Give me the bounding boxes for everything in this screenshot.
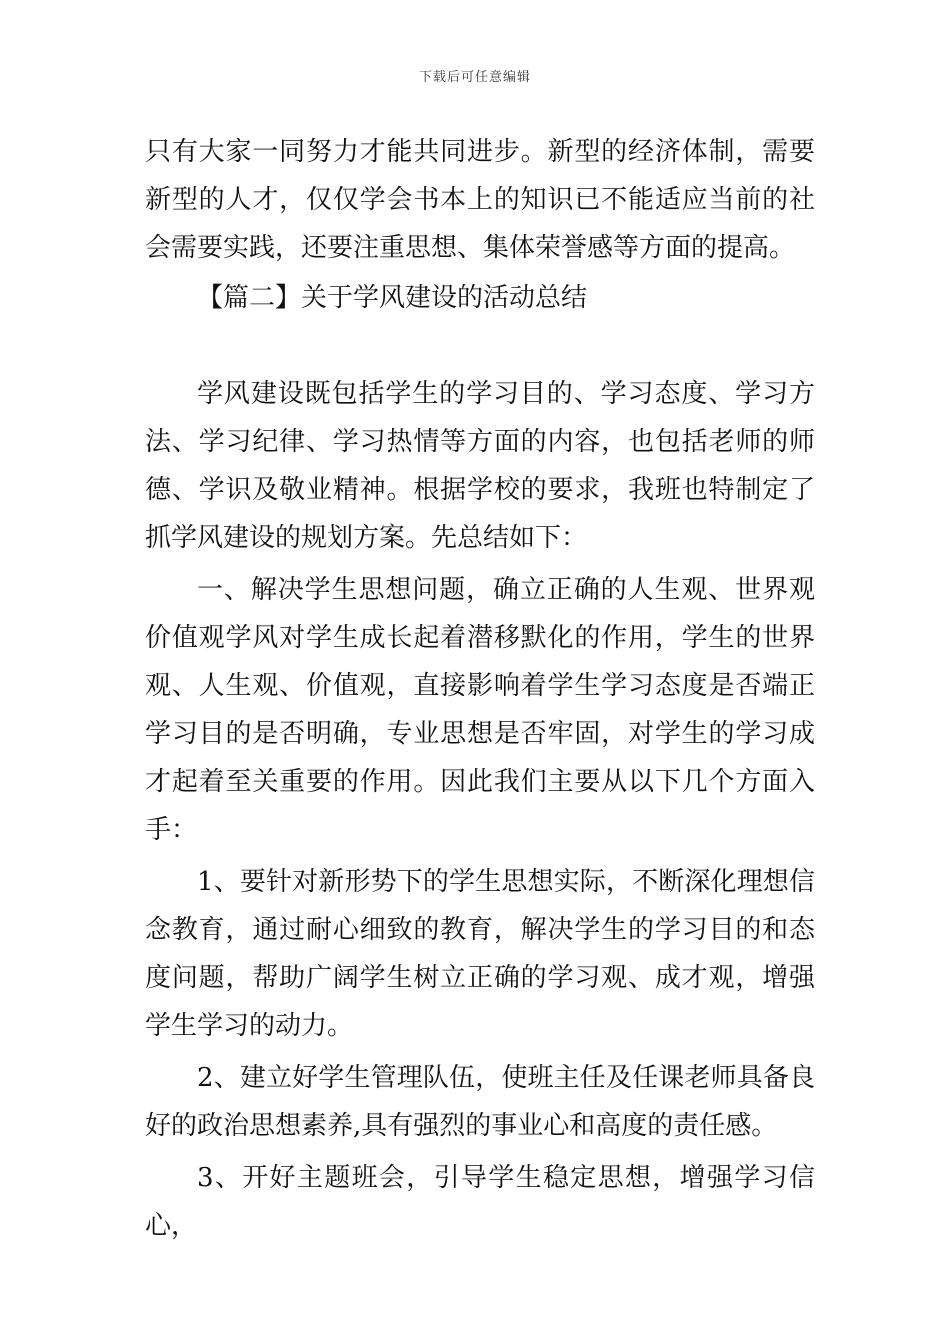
document-body (145, 128, 815, 1250)
blank-line (145, 322, 815, 370)
section-title: 【篇二】关于学风建设的活动总结 (197, 283, 588, 313)
paragraph-point-one: 一、解决学生思想问题，确立正确的人生观、世界观价值观学风对学生成长起着潜移默化的作用，学生的世界观、人生观、价值观，直接影响着学生学习态度是否端正学习目的是否明确，专业思想是否牢固，对学生的学习成才起着至关重要的作用。因此我们主要从以下几个方面入手： (145, 575, 815, 845)
paragraph-item-1: 1、要针对新形势下的学生思想实际，不断深化理想信念教育，通过耐心细致的教育，解决学生的学习目的和态度问题，帮助广阔学生树立正确的学习观、成才观，增强学生学习的动力。 (145, 867, 815, 1041)
page-header: 下载后可任意编辑 (418, 70, 531, 85)
paragraph-intro: 只有大家一同努力才能共同进步。新型的经济体制，需要新型的人才，仅仅学会书本上的知识已不能适应当前的社会需要实践，还要注重思想、集体荣誉感等方面的提高。 (145, 137, 815, 263)
paragraph-item-2: 2、建立好学生管理队伍，使班主任及任课老师具备良好的政治思想素养,具有强烈的事业心和高度的责任感。 (145, 1063, 815, 1141)
paragraph-item-3: 3、开好主题班会，引导学生稳定思想，增强学习信心， (145, 1163, 815, 1241)
paragraph-overview: 学风建设既包括学生的学习目的、学习态度、学习方法、学习纪律、学习热情等方面的内容，也包括老师的师德、学识及敬业精神。根据学校的要求，我班也特制定了抓学风建设的规划方案。先总结如下： (145, 379, 815, 553)
